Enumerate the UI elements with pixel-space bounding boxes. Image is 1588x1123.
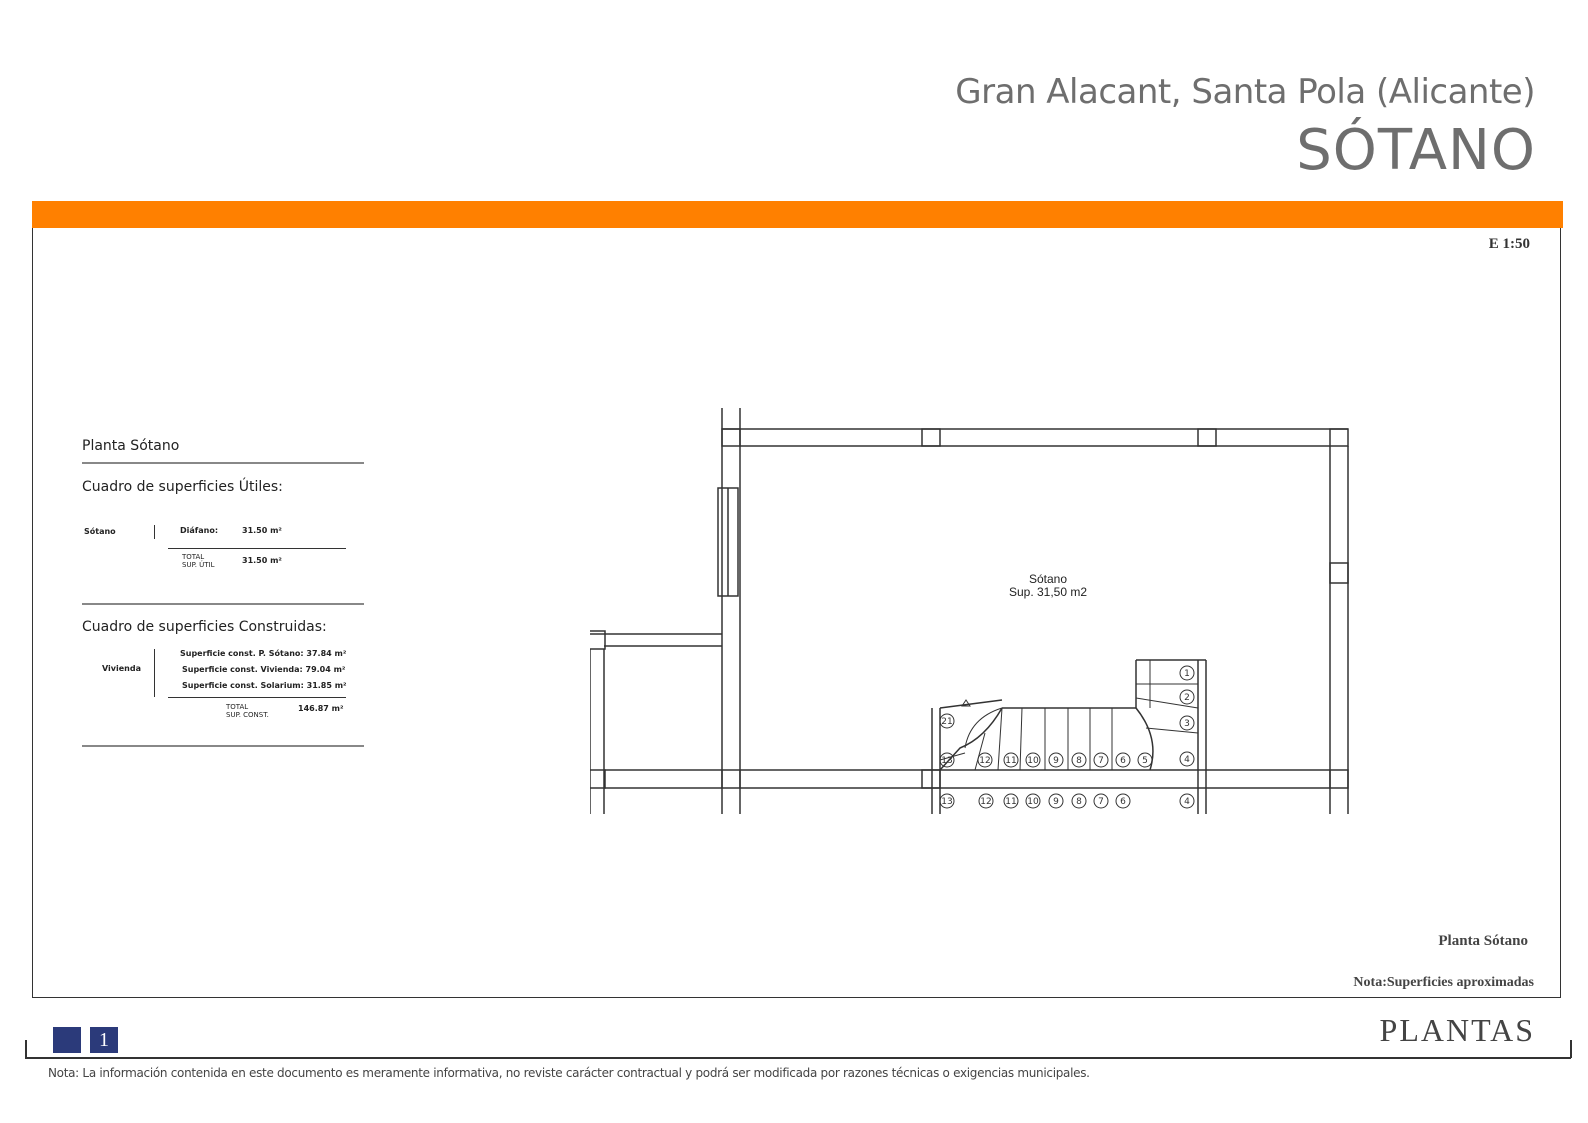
legend-heading: Planta Sótano (82, 438, 180, 454)
surface-legend (82, 438, 364, 747)
svg-text:2: 2 (1184, 693, 1190, 703)
svg-text:10: 10 (1027, 756, 1039, 766)
svg-text:8: 8 (1076, 756, 1082, 766)
svg-text:12: 12 (979, 756, 991, 766)
scale-label: E 1:50 (1488, 236, 1530, 252)
stair-step-marker (1180, 752, 1194, 766)
utiles-title: Cuadro de superficies Útiles: (82, 479, 283, 495)
utiles-room: Sótano (84, 527, 116, 536)
stair-step-marker (1180, 716, 1194, 730)
svg-text:9: 9 (1053, 756, 1059, 766)
page-number: 1 (90, 1027, 118, 1053)
stair-step-marker (1180, 666, 1194, 680)
const-total-rule (168, 697, 346, 698)
svg-text:10: 10 (1027, 797, 1039, 807)
const-row: Superficie const. Solarium: 31.85 m² (182, 681, 347, 690)
utiles-total-value: 31.50 m² (242, 556, 282, 565)
room-name: Sótano (1028, 572, 1068, 586)
footer-rule (25, 1057, 1571, 1059)
location-title: Gran Alacant, Santa Pola (Alicante) (955, 72, 1535, 112)
const-total-label: TOTAL SUP. CONST. (226, 703, 269, 719)
disclaimer: Nota: La información contenida en este documento es meramente informativa, no reviste carácter contractual y podrá ser modificada por razones técnicas o exigencias municipales. (48, 1066, 1090, 1080)
svg-text:6: 6 (1120, 797, 1126, 807)
page-tab-blank (53, 1027, 81, 1053)
legend-divider (82, 745, 364, 747)
footer-tick-left (25, 1040, 27, 1058)
room-area: Sup. 31,50 m2 (1008, 585, 1088, 599)
svg-text:8: 8 (1076, 797, 1082, 807)
svg-text:5: 5 (1142, 756, 1148, 766)
const-separator (154, 649, 155, 697)
svg-text:13: 13 (941, 756, 953, 766)
const-table (82, 635, 364, 729)
svg-text:3: 3 (1184, 719, 1190, 729)
svg-text:21: 21 (941, 717, 953, 727)
utiles-item-value: 31.50 m² (242, 526, 282, 535)
svg-text:13: 13 (941, 797, 953, 807)
const-row: Superficie const. Vivienda: 79.04 m² (182, 665, 346, 674)
svg-text:1: 1 (1184, 669, 1190, 679)
const-group: Vivienda (102, 664, 141, 673)
accent-bar (32, 201, 1563, 228)
utiles-total-rule (168, 548, 346, 549)
const-title: Cuadro de superficies Construidas: (82, 619, 327, 635)
stair-step-row-lower (940, 794, 1194, 808)
footer-tick-right (1570, 1040, 1572, 1058)
svg-text:4: 4 (1184, 797, 1190, 807)
legend-divider (82, 462, 364, 464)
svg-text:12: 12 (980, 797, 992, 807)
svg-text:4: 4 (1184, 755, 1190, 765)
stair-step-marker (1180, 690, 1194, 704)
svg-text:9: 9 (1053, 797, 1059, 807)
surface-note: Nota:Superficies aproximadas (1353, 975, 1534, 990)
svg-text:11: 11 (1005, 756, 1017, 766)
stair-step-row (940, 753, 1152, 767)
svg-text:6: 6 (1120, 756, 1126, 766)
utiles-total-label: TOTAL SUP. ÚTIL (182, 553, 215, 569)
svg-text:7: 7 (1098, 797, 1104, 807)
stair-step-marker (940, 714, 954, 728)
section-label: PLANTAS (1379, 1012, 1535, 1048)
legend-divider (82, 603, 364, 605)
utiles-item-label: Diáfano: (180, 526, 219, 535)
plan-caption: Planta Sótano (1438, 933, 1528, 949)
utiles-separator (154, 525, 155, 539)
page-title: SÓTANO (1296, 118, 1536, 183)
svg-text:7: 7 (1098, 756, 1104, 766)
const-total-value: 146.87 m² (298, 704, 344, 713)
const-row: Superficie const. P. Sótano: 37.84 m² (180, 649, 347, 658)
svg-text:11: 11 (1005, 797, 1017, 807)
floor-plan (590, 408, 1370, 828)
utiles-table (82, 495, 364, 569)
